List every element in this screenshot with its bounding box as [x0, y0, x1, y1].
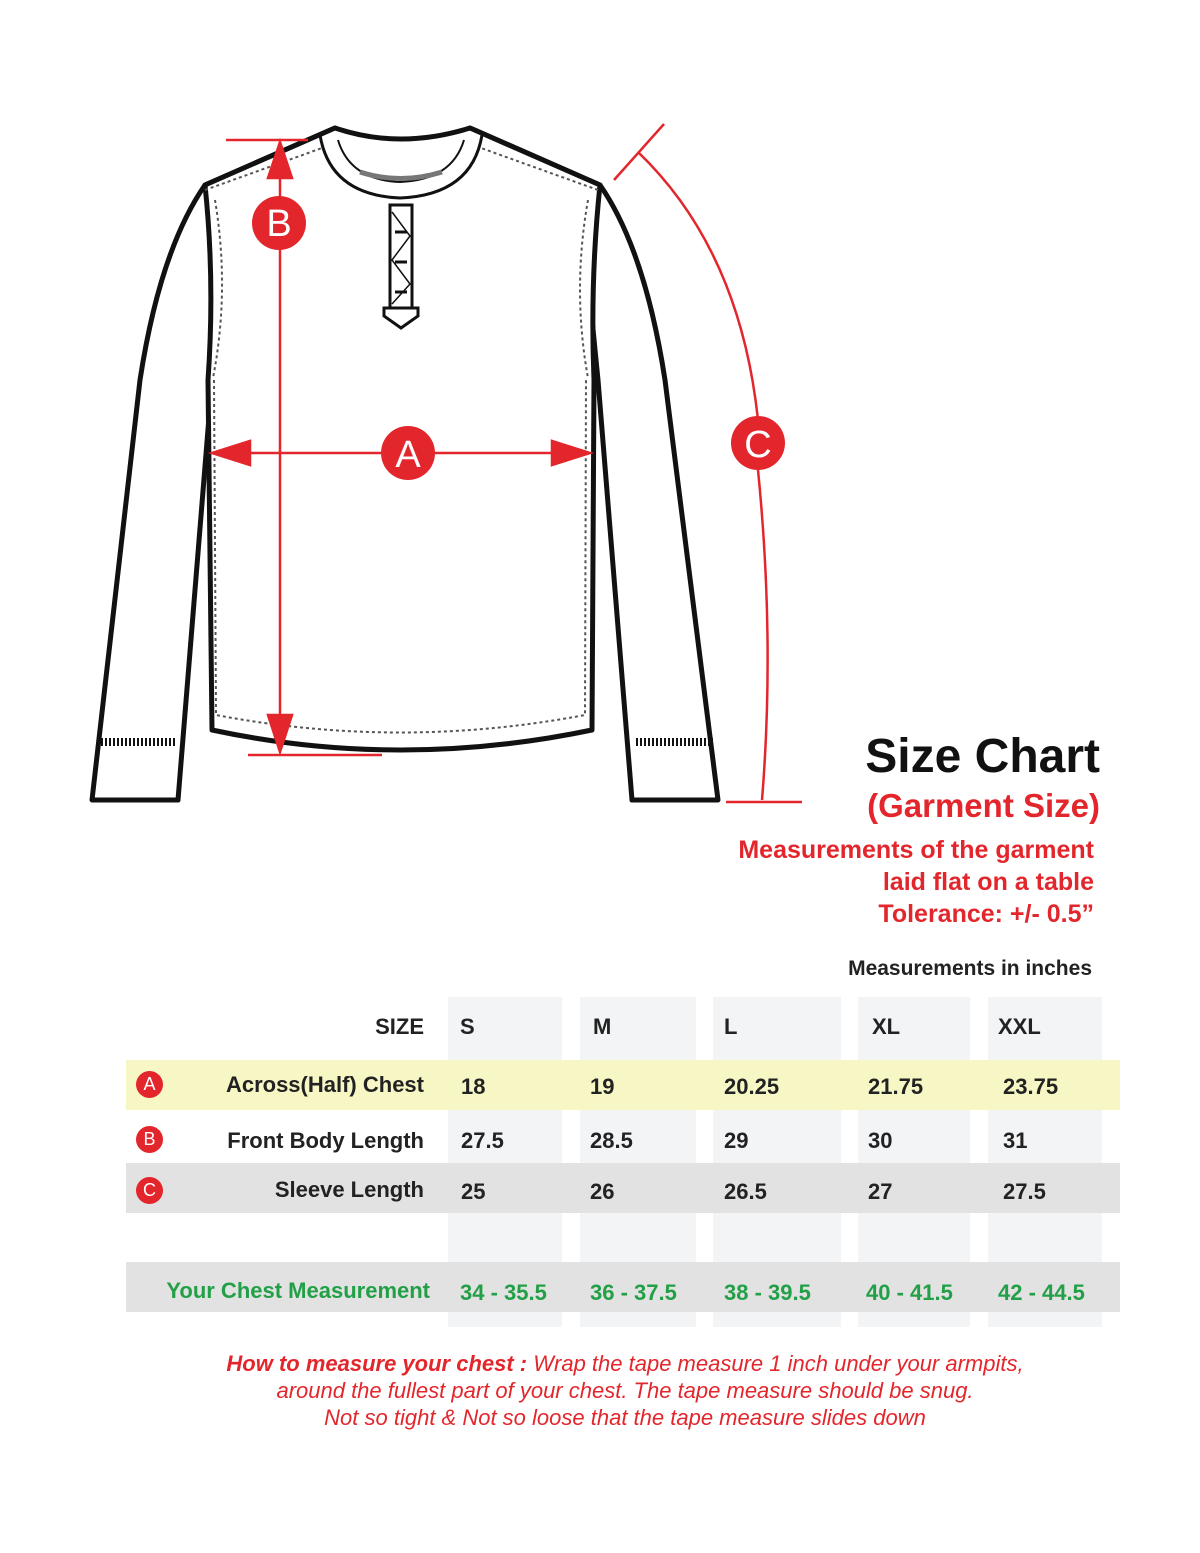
how-to-measure: [0, 1350, 1200, 1431]
your-chest-s: 34 - 35.5: [460, 1280, 547, 1305]
your-chest-xxl: 42 - 44.5: [998, 1280, 1085, 1305]
row-b-m: 28.5: [590, 1128, 633, 1153]
size-header: SIZE: [375, 1014, 424, 1039]
page-title: Size Chart: [865, 730, 1100, 783]
measurement-notes: [738, 834, 1094, 930]
your-chest-l: 38 - 39.5: [724, 1280, 811, 1305]
size-m: M: [593, 1014, 612, 1039]
marker-a-label: A: [395, 434, 421, 476]
row-a-xl: 21.75: [868, 1074, 924, 1099]
note-line-2: laid flat on a table: [882, 868, 1094, 896]
marker-b-label: B: [266, 203, 292, 245]
row-b-s: 27.5: [461, 1128, 504, 1153]
row-a-s: 18: [461, 1074, 486, 1099]
row-c-badge: C: [136, 1177, 163, 1204]
row-c-label: Sleeve Length: [274, 1177, 424, 1202]
your-chest-label: Your Chest Measurement: [166, 1278, 430, 1303]
size-l: L: [724, 1014, 738, 1039]
how-to-line-3: Not so tight & Not so loose that the tape measure slides down: [324, 1405, 926, 1430]
row-c-m: 26: [590, 1179, 615, 1204]
row-b-label: Front Body Length: [227, 1128, 424, 1153]
your-chest-m: 36 - 37.5: [590, 1280, 677, 1305]
units-label: Measurements in inches: [848, 957, 1092, 980]
row-b-xl: 30: [868, 1128, 893, 1153]
row-c-xl: 27: [868, 1179, 893, 1204]
note-line-1: Measurements of the garment: [738, 836, 1094, 864]
size-s: S: [460, 1014, 475, 1039]
c-arc-bottom: [758, 470, 768, 800]
row-a-badge: A: [136, 1071, 163, 1098]
size-xl: XL: [872, 1014, 901, 1039]
how-to-lead: How to measure your chest :: [226, 1351, 528, 1376]
title-block: [865, 728, 1100, 826]
note-line-3: Tolerance: +/- 0.5”: [878, 900, 1094, 928]
row-c-s: 25: [461, 1179, 486, 1204]
page-subtitle: (Garment Size): [867, 787, 1100, 824]
how-to-line-2: around the fullest part of your chest. The tape measure should be snug.: [276, 1378, 974, 1403]
size-xxl: XXL: [998, 1014, 1041, 1039]
row-a-label: Across(Half) Chest: [225, 1072, 424, 1097]
row-a-m: 19: [590, 1074, 615, 1099]
your-chest-xl: 40 - 41.5: [866, 1280, 953, 1305]
marker-c-label: C: [744, 424, 772, 466]
row-b-badge: B: [136, 1126, 163, 1153]
row-c-xxl: 27.5: [1003, 1179, 1046, 1204]
row-a-l: 20.25: [724, 1074, 780, 1099]
row-c-l: 26.5: [724, 1179, 767, 1204]
how-to-text-1: Wrap the tape measure 1 inch under your armpits,: [527, 1351, 1024, 1376]
row-b-l: 29: [724, 1128, 749, 1153]
row-a-xxl: 23.75: [1003, 1074, 1059, 1099]
row-b-xxl: 31: [1003, 1128, 1028, 1153]
how-to-line-1: [0, 1350, 1200, 1377]
